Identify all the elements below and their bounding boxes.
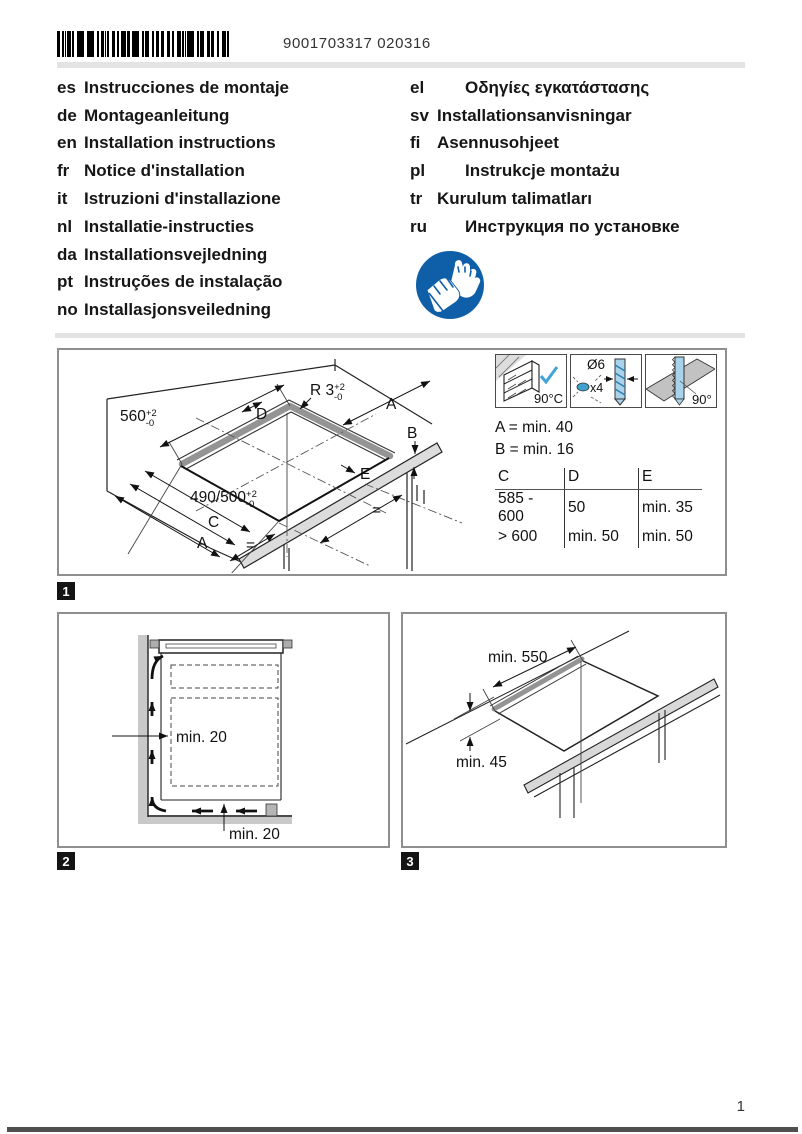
lang-item: pl Instrukcje montażu xyxy=(410,161,620,181)
note-a: A = min. 40 xyxy=(495,419,573,436)
note-b: B = min. 16 xyxy=(495,441,574,458)
figure-1-number: 1 xyxy=(57,582,75,600)
diameter-label: Ø6 xyxy=(587,357,606,372)
page-bottom-bar xyxy=(7,1127,798,1132)
figure-2-drawing xyxy=(60,615,389,847)
figure-3 xyxy=(401,612,727,848)
dim-eq2: = xyxy=(372,502,382,519)
figure-3-number: 3 xyxy=(401,852,419,870)
figure-2 xyxy=(57,612,390,848)
lang-item: fi Asennusohjeet xyxy=(410,133,559,153)
install-condition-icons xyxy=(495,354,723,408)
count-label: x4 xyxy=(590,381,604,395)
dim-eq1: = xyxy=(246,537,256,554)
lang-item: tr Kurulum talimatları xyxy=(410,189,592,209)
saw-angle-icon xyxy=(645,354,717,408)
language-list-left xyxy=(57,74,289,324)
cutout-spec-table xyxy=(495,468,702,548)
figure-1-drawing xyxy=(60,351,494,573)
dim-A-top: A xyxy=(386,396,397,413)
page-number: 1 xyxy=(736,1098,745,1115)
dim-D: D xyxy=(256,406,268,423)
figure-2-number: 2 xyxy=(57,852,75,870)
lang-item: pt Instruções de instalação xyxy=(57,272,283,292)
section-divider xyxy=(55,333,745,338)
lang-item: fr Notice d'installation xyxy=(57,161,245,181)
table-row: > 600 min. 50 min. 50 xyxy=(495,528,702,548)
barcode-number: 9001703317 020316 xyxy=(283,35,431,52)
lang-item: sv Installationsanvisningar xyxy=(410,105,632,125)
wear-protective-gloves-icon xyxy=(414,249,486,321)
dim-A-bottom: A xyxy=(197,535,208,552)
lang-item: nl Installatie-instructies xyxy=(57,216,255,236)
dim-R3: R $3^{+2}$ -0 xyxy=(310,382,345,403)
language-list-right xyxy=(410,74,680,241)
heat-resistant-cabinet-icon xyxy=(495,354,567,408)
dim-490-500: $490/500^{+2}$ -0 xyxy=(190,489,257,510)
col-header-d: D xyxy=(565,468,639,490)
dim-width: min. 550 xyxy=(488,649,548,666)
figure-1 xyxy=(57,348,727,576)
dim-B: B xyxy=(407,425,418,442)
lang-item: da Installationsvejledning xyxy=(57,244,268,264)
dim-E: E xyxy=(360,466,371,483)
col-header-e: E xyxy=(639,468,703,490)
lang-item: es Instrucciones de montaje xyxy=(57,77,289,97)
angle-label: 90° xyxy=(692,392,712,406)
lang-item: no Installasjonsveiledning xyxy=(57,300,272,320)
temp-label: 90°C xyxy=(534,391,564,406)
lang-item: ru Инструкция по установке xyxy=(410,216,680,236)
lang-item: de Montageanleitung xyxy=(57,105,230,125)
barcode xyxy=(57,31,230,57)
dim-side-gap: min. 20 xyxy=(176,729,227,746)
figure-1-info-panel xyxy=(495,354,723,548)
lang-item: it Istruzioni d'installazione xyxy=(57,189,281,209)
dim-C: C xyxy=(208,514,220,531)
dim-bottom-gap: min. 20 xyxy=(229,826,280,843)
dim-front: min. 45 xyxy=(456,754,507,771)
header-divider xyxy=(57,62,745,68)
dim-560: $560^{+2}$ -0 xyxy=(120,408,157,429)
lang-item: el Οδηγίες εγκατάστασης xyxy=(410,77,650,97)
lang-item: en Installation instructions xyxy=(57,133,276,153)
figure-3-drawing xyxy=(404,615,726,845)
col-header-c: C xyxy=(495,468,565,490)
table-row: 585 - 600 50 min. 35 xyxy=(495,490,702,529)
drill-holes-icon xyxy=(570,354,642,408)
